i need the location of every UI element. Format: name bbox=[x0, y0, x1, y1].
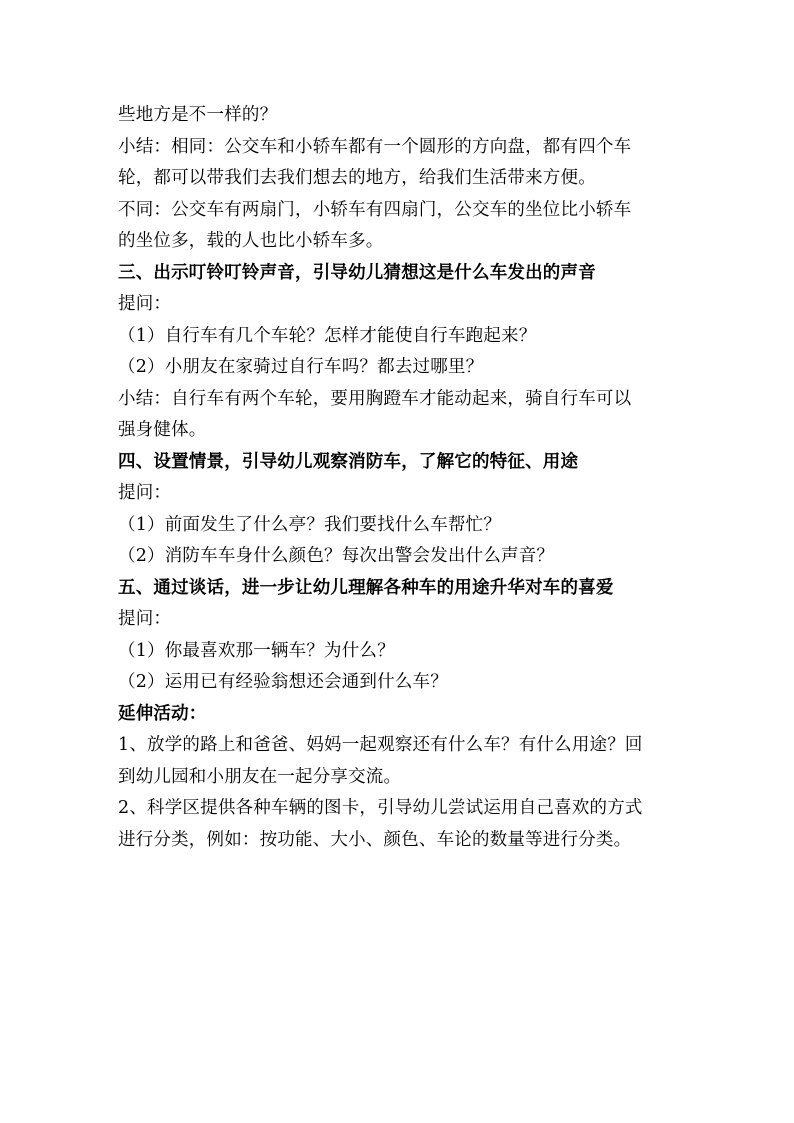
question-label: 提问： bbox=[118, 609, 172, 629]
question-item: （2）运用已有经验翁想还会通到什么车？ bbox=[118, 672, 448, 692]
extension-item: 2、科学区提供各种车辆的图卡，引导幼儿尝试运用自己喜欢的方式 bbox=[118, 798, 643, 818]
question-item: （2）小朋友在家骑过自行车吗？都去过哪里？ bbox=[118, 357, 484, 377]
text-line: 轮，都可以带我们去我们想去的地方，给我们生活带来方便。 bbox=[118, 168, 596, 188]
text-line: 到幼儿园和小朋友在一起分享交流。 bbox=[118, 766, 402, 787]
question-item: （1）你最喜欢那一辆车？为什么？ bbox=[118, 640, 395, 661]
extension-item: 1、放学的路上和爸爸、妈妈一起观察还有什么车？有什么用途？回 bbox=[118, 735, 643, 755]
question-item: （1）自行车有几个车轮？怎样才能使自行车跑起来？ bbox=[118, 325, 537, 346]
text-line: 强身健体。 bbox=[118, 420, 207, 440]
extension-heading: 延伸活动： bbox=[118, 703, 207, 724]
question-item: （1）前面发生了什么亭？我们要找什么车帮忙？ bbox=[118, 514, 502, 535]
text-line: 进行分类，例如：按功能、大小、颜色、车论的数量等进行分类。 bbox=[118, 829, 632, 850]
question-label: 提问： bbox=[118, 294, 172, 314]
question-item: （2）消防车车身什么颜色？每次出警会发出什么声音？ bbox=[118, 546, 555, 566]
section-heading-4: 四、设置情景，引导幼儿观察消防车，了解它的特征、用途 bbox=[118, 451, 579, 472]
text-line: 的坐位多，载的人也比小轿车多。 bbox=[118, 231, 384, 251]
text-line: 不同：公交车有两扇门，小轿车有四扇门，公交车的坐位比小轿车 bbox=[118, 199, 632, 220]
question-label: 提问： bbox=[118, 483, 172, 503]
text-line: 些地方是不一样的？ bbox=[118, 105, 278, 125]
document-body bbox=[118, 100, 688, 856]
section-heading-5: 五、通过谈话，进一步让幼儿理解各种车的用途升华对车的喜爱 bbox=[118, 577, 614, 598]
summary-line: 小结：相同：公交车和小轿车都有一个圆形的方向盘，都有四个车 bbox=[118, 136, 632, 157]
summary-line: 小结：自行车有两个车轮，要用胸蹬车才能动起来，骑自行车可以 bbox=[118, 388, 632, 409]
section-heading-3: 三、出示叮铃叮铃声音，引导幼儿猜想这是什么车发出的声音 bbox=[118, 262, 596, 283]
